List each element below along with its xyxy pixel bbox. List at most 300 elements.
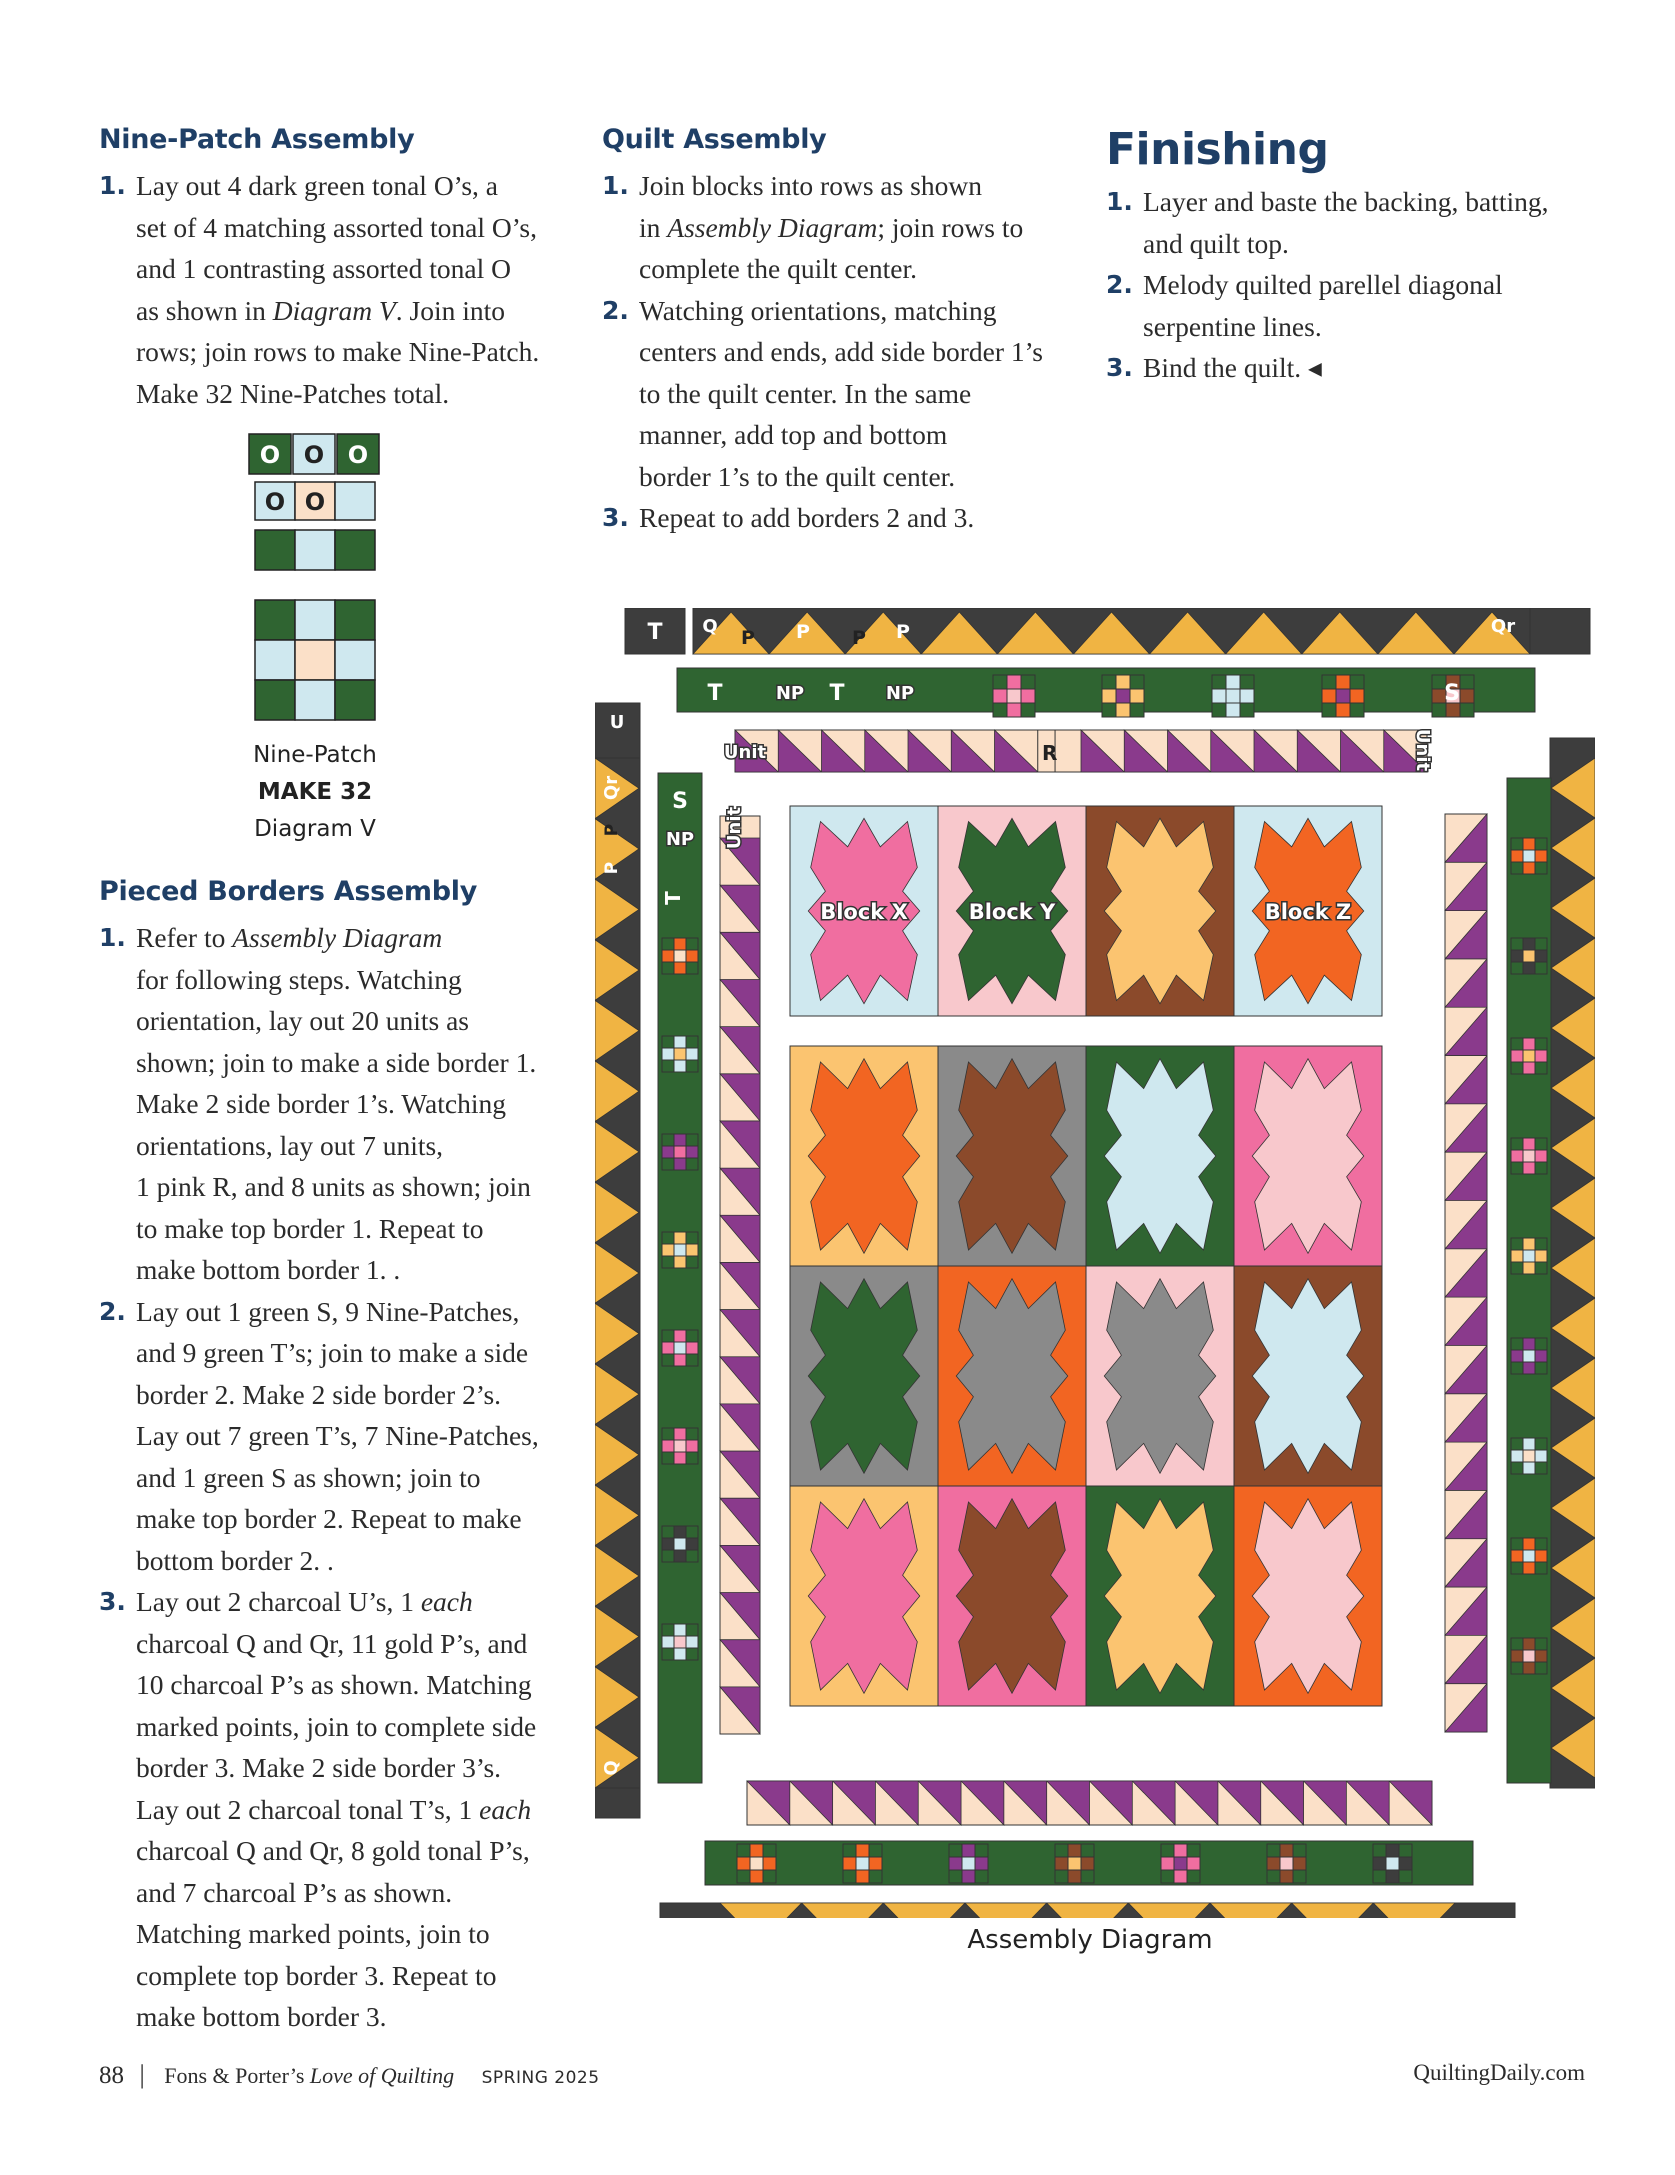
block-motif xyxy=(1104,1059,1216,1254)
step-line: and quilt top. xyxy=(1143,227,1289,259)
quilt-piece xyxy=(1535,1662,1547,1674)
quilt-piece xyxy=(1535,1262,1547,1274)
gold-triangle-p xyxy=(883,1903,965,1918)
footer-separator: | xyxy=(139,2060,145,2089)
quilt-piece xyxy=(1535,938,1547,950)
quilt-piece xyxy=(674,1158,686,1170)
quilt-piece xyxy=(686,1636,698,1648)
q-label: Q xyxy=(601,1760,622,1776)
quilt-step-1 xyxy=(602,165,1082,290)
quilt-piece xyxy=(1523,1038,1535,1050)
quilt-piece xyxy=(662,1244,674,1256)
nine-patch-steps xyxy=(99,165,579,414)
gold-triangle-p xyxy=(1292,1903,1374,1918)
quilt-piece xyxy=(1460,689,1474,703)
quilt-piece xyxy=(1511,1462,1523,1474)
quilt-piece xyxy=(1055,1870,1068,1883)
quilt-piece xyxy=(662,1538,674,1550)
quilt-piece xyxy=(1021,703,1035,717)
step-line: border 3. Make 2 side border 3’s. xyxy=(136,1752,502,1783)
p-label: P xyxy=(602,823,622,837)
quilt-piece xyxy=(843,1870,856,1883)
caption-name: Nine-Patch xyxy=(253,742,377,768)
step-line: orientation, lay out 20 units as xyxy=(136,1005,470,1036)
block_x-label: Block X xyxy=(820,900,908,924)
step-line: Refer to Assembly Diagram xyxy=(136,922,443,953)
p-label: P xyxy=(796,621,810,643)
quilt-piece xyxy=(1535,838,1547,850)
quilt-piece xyxy=(1021,689,1035,703)
quilt-piece xyxy=(674,1244,686,1256)
quilt-piece xyxy=(1535,850,1547,862)
quilt-piece xyxy=(674,962,686,974)
quilt-piece xyxy=(1535,1350,1547,1362)
quilt-piece xyxy=(1523,1262,1535,1274)
quilt-piece xyxy=(949,1844,962,1857)
np-label: NP xyxy=(885,683,915,704)
quilt-piece xyxy=(674,1146,686,1158)
quilt-piece xyxy=(1511,962,1523,974)
quilt-piece xyxy=(1322,689,1336,703)
block-motif xyxy=(1104,1499,1216,1694)
caption-diagram: Diagram V xyxy=(254,816,376,842)
quilt-piece xyxy=(1161,1857,1174,1870)
quilt-piece xyxy=(674,1134,686,1146)
quilt-piece xyxy=(1336,675,1350,689)
quilt-piece xyxy=(1511,1662,1523,1674)
quilt-piece xyxy=(737,1870,750,1883)
quilt-piece xyxy=(763,1844,776,1857)
step-line: Lay out 2 charcoal U’s, 1 each xyxy=(136,1586,473,1617)
step-line: border 2. Make 2 side border 2’s. xyxy=(136,1378,502,1410)
quilt-piece xyxy=(662,1232,674,1244)
quilt-piece xyxy=(686,1550,698,1562)
quilt-piece xyxy=(1174,1857,1187,1870)
quilt-piece xyxy=(686,950,698,962)
quilt-piece xyxy=(662,1428,674,1440)
step-line: Matching marked points, join to xyxy=(136,1918,490,1949)
p-label: P xyxy=(896,621,910,643)
p-label: P xyxy=(741,627,755,649)
p-label: P xyxy=(602,861,622,875)
quilt-piece xyxy=(686,938,698,950)
quilt-piece xyxy=(975,1870,988,1883)
quilt-piece xyxy=(1523,1438,1535,1450)
quilt-piece xyxy=(1523,1162,1535,1174)
nine-patch-step-1 xyxy=(99,165,579,414)
step-line: rows; join rows to make Nine-Patch. xyxy=(136,336,540,367)
quilt-piece xyxy=(674,1060,686,1072)
quilt-piece xyxy=(1007,703,1021,717)
t-label: T xyxy=(661,891,685,905)
gold-triangle-p xyxy=(1047,1903,1129,1918)
quilt-piece xyxy=(1523,1650,1535,1662)
quilt-piece xyxy=(1130,675,1144,689)
quilt-piece xyxy=(1511,1150,1523,1162)
quilt-piece xyxy=(662,1342,674,1354)
quilt-piece xyxy=(1322,703,1336,717)
quilt-step-2 xyxy=(602,290,1082,498)
footer xyxy=(99,2060,1599,2090)
block-motif xyxy=(1252,1059,1364,1254)
quilt-piece xyxy=(1212,675,1226,689)
quilt-piece xyxy=(662,1648,674,1660)
quilt-piece xyxy=(1460,703,1474,717)
r-label: R xyxy=(1042,741,1058,765)
quilt-piece xyxy=(674,1256,686,1268)
quilt-piece xyxy=(1399,1844,1412,1857)
quilt-piece xyxy=(856,1870,869,1883)
step-line: serpentine lines. xyxy=(1143,310,1322,342)
quilt-piece xyxy=(1523,962,1535,974)
caption-count: MAKE 32 xyxy=(257,779,373,805)
quilt-piece xyxy=(686,1036,698,1048)
step-line: orientations, lay out 7 units, xyxy=(136,1129,444,1161)
quilt-piece xyxy=(1535,1138,1547,1150)
finishing-section xyxy=(1106,124,1626,389)
quilt-piece xyxy=(1523,1450,1535,1462)
q-label: Q xyxy=(702,616,718,637)
block-motif xyxy=(956,1279,1068,1474)
quilt-piece xyxy=(1386,1857,1399,1870)
quilt-piece xyxy=(1399,1857,1412,1870)
quilt-piece xyxy=(1226,703,1240,717)
quilt-piece xyxy=(1336,689,1350,703)
quilt-piece xyxy=(869,1857,882,1870)
quilt-assembly-steps xyxy=(602,165,1082,539)
quilt-piece xyxy=(686,1440,698,1452)
step-line: make bottom border 3. xyxy=(136,2001,387,2032)
quilt-piece xyxy=(1130,689,1144,703)
quilt-piece xyxy=(949,1870,962,1883)
quilt-piece xyxy=(869,1870,882,1883)
quilt-piece xyxy=(1116,675,1130,689)
block_y-label: Block Y xyxy=(968,900,1056,924)
magazine-name: Love of Quilting xyxy=(309,2063,455,2088)
block-motif xyxy=(808,1499,920,1694)
quilt-piece xyxy=(962,1857,975,1870)
quilt-piece xyxy=(686,1428,698,1440)
quilt-piece xyxy=(1535,1438,1547,1450)
quilt-piece xyxy=(1212,689,1226,703)
step-line: Make 32 Nine-Patches total. xyxy=(136,377,450,409)
quilt-piece xyxy=(993,675,1007,689)
step-line: in Assembly Diagram; join rows to xyxy=(639,211,1024,243)
quilt-piece xyxy=(1535,1538,1547,1550)
pieced-borders-section xyxy=(99,876,579,2038)
step-line: complete top border 3. Repeat to xyxy=(136,1959,497,1991)
quilt-piece xyxy=(1511,862,1523,874)
quilt-piece xyxy=(1174,1844,1187,1857)
step-line: border 1’s to the quilt center. xyxy=(639,460,956,492)
quilt-piece xyxy=(662,1330,674,1342)
quilt-piece xyxy=(1007,689,1021,703)
quilt-piece xyxy=(662,1354,674,1366)
quilt-piece xyxy=(1226,675,1240,689)
quilt-piece xyxy=(662,950,674,962)
quilt-piece xyxy=(1511,1638,1523,1650)
quilt-piece xyxy=(1511,1438,1523,1450)
quilt-piece xyxy=(1511,1162,1523,1174)
quilt-piece xyxy=(1187,1870,1200,1883)
quilt-piece xyxy=(856,1844,869,1857)
quilt-piece xyxy=(1116,689,1130,703)
quilt-piece xyxy=(962,1844,975,1857)
quilt-piece xyxy=(1240,703,1254,717)
quilt-piece xyxy=(674,1440,686,1452)
gold-triangle-p xyxy=(720,1903,802,1918)
quilt-piece xyxy=(763,1857,776,1870)
quilt-piece xyxy=(1511,1238,1523,1250)
quilt-piece xyxy=(1511,950,1523,962)
quilt-piece xyxy=(1511,1362,1523,1374)
quilt-piece xyxy=(1535,862,1547,874)
quilt-piece xyxy=(674,1342,686,1354)
step-line: 1 pink R, and 8 units as shown; join xyxy=(136,1171,531,1202)
block-motif xyxy=(1252,1279,1364,1474)
quilt-piece xyxy=(962,1870,975,1883)
site-link[interactable]: QuiltingDaily.com xyxy=(1413,2060,1585,2085)
quilt-piece xyxy=(1535,1250,1547,1262)
quilt-piece xyxy=(1399,1870,1412,1883)
o-label: O xyxy=(303,441,325,469)
block-motif xyxy=(1252,1499,1364,1694)
quilt-piece xyxy=(1535,950,1547,962)
quilt-piece xyxy=(1511,1262,1523,1274)
block-motif xyxy=(808,1059,920,1254)
o-label: O xyxy=(264,488,286,516)
quilt-piece xyxy=(1373,1870,1386,1883)
step-line: marked points, join to complete side xyxy=(136,1710,537,1742)
step-number: 3. xyxy=(602,503,629,532)
quilt-piece xyxy=(1523,838,1535,850)
pieced-step-1 xyxy=(99,917,579,1291)
quilt-piece xyxy=(1523,1050,1535,1062)
gold-triangle-p xyxy=(1210,1903,1292,1918)
page-number: 88 xyxy=(99,2062,124,2089)
quilt-assembly-section xyxy=(602,124,1082,539)
step-line: Bind the quilt. ◂ xyxy=(1143,352,1322,383)
quilt-piece xyxy=(674,1428,686,1440)
quilt-piece xyxy=(1460,675,1474,689)
quilt-piece xyxy=(1187,1857,1200,1870)
finishing-heading: Finishing xyxy=(1106,124,1329,175)
step-line: charcoal Q and Qr, 8 gold tonal P’s, xyxy=(136,1835,530,1866)
quilt-piece xyxy=(1267,1870,1280,1883)
quilt-piece xyxy=(1322,675,1336,689)
quilt-piece xyxy=(1535,1462,1547,1474)
np-label: NP xyxy=(665,829,695,850)
quilt-piece xyxy=(686,1256,698,1268)
np-label: NP xyxy=(775,683,805,704)
step-number: 2. xyxy=(99,1296,126,1326)
quilt-piece xyxy=(686,1048,698,1060)
step-line: set of 4 matching assorted tonal O’s, xyxy=(136,211,537,243)
step-line: Lay out 4 dark green tonal O’s, a xyxy=(136,170,498,201)
quilt-piece xyxy=(1174,1870,1187,1883)
quilt-piece xyxy=(1535,1562,1547,1574)
quilt-piece xyxy=(662,1158,674,1170)
left-border-3-u xyxy=(595,1788,640,1818)
quilt-piece xyxy=(975,1857,988,1870)
step-line: Join blocks into rows as shown xyxy=(639,170,982,201)
quilt-piece xyxy=(1511,1350,1523,1362)
quilt-piece xyxy=(949,1857,962,1870)
finishing-step-3 xyxy=(1106,347,1626,389)
quilt-piece xyxy=(662,1134,674,1146)
quilt-step-3 xyxy=(602,497,1082,539)
quilt-piece xyxy=(686,1354,698,1366)
quilt-piece xyxy=(1523,950,1535,962)
quilt-piece xyxy=(1535,1650,1547,1662)
quilt-piece xyxy=(1081,1870,1094,1883)
step-line: charcoal Q and Qr, 11 gold P’s, and xyxy=(136,1627,528,1659)
nine-patch-assembly-heading: Nine-Patch Assembly xyxy=(99,124,415,155)
nine-patch-diagram xyxy=(247,432,383,722)
assembly-diagram-caption: Assembly Diagram xyxy=(967,1925,1213,1955)
quilt-piece xyxy=(1523,1538,1535,1550)
unit-label: Unit xyxy=(723,742,767,763)
step-line: 10 charcoal P’s as shown. Matching xyxy=(136,1669,532,1700)
quilt-piece xyxy=(1511,1138,1523,1150)
quilt-piece xyxy=(1511,1538,1523,1550)
t-label: T xyxy=(707,681,723,706)
quilt-piece xyxy=(1523,1562,1535,1574)
quilt-piece xyxy=(737,1844,750,1857)
quilt-piece xyxy=(1523,1462,1535,1474)
quilt-piece xyxy=(674,1036,686,1048)
step-number: 1. xyxy=(1106,187,1133,216)
block_z-label: Block Z xyxy=(1264,900,1352,924)
quilt-piece xyxy=(662,1036,674,1048)
quilt-piece xyxy=(662,938,674,950)
quilt-piece xyxy=(674,1648,686,1660)
quilt-piece xyxy=(975,1844,988,1857)
step-line: Lay out 1 green S, 9 Nine-Patches, xyxy=(136,1295,520,1327)
quilt-piece xyxy=(1212,703,1226,717)
step-line: Make 2 side border 1’s. Watching xyxy=(136,1088,506,1119)
quilt-piece xyxy=(662,1526,674,1538)
quilt-piece xyxy=(1386,1870,1399,1883)
quilt-piece xyxy=(1523,862,1535,874)
quilt-piece xyxy=(1523,1662,1535,1674)
quilt-piece xyxy=(686,1158,698,1170)
block-motif xyxy=(1104,818,1216,1003)
t-label: T xyxy=(829,681,845,706)
step-number: 1. xyxy=(602,171,629,200)
u-label: U xyxy=(609,712,625,733)
quilt-piece xyxy=(662,1636,674,1648)
finishing-step-1 xyxy=(1106,181,1626,264)
quilt-piece xyxy=(686,1060,698,1072)
step-line: Layer and baste the backing, batting, xyxy=(1143,186,1549,217)
step-line: Watching orientations, matching xyxy=(639,294,997,326)
quilt-piece xyxy=(1523,1238,1535,1250)
unit-label: Unit xyxy=(1412,728,1433,772)
pieced-borders-heading: Pieced Borders Assembly xyxy=(99,876,478,907)
quilt-piece xyxy=(1535,1362,1547,1374)
nine-patch-assembly-section xyxy=(99,124,579,414)
top-border-3-t xyxy=(1530,608,1590,654)
step-line: manner, add top and bottom xyxy=(639,419,948,450)
quilt-piece xyxy=(686,1526,698,1538)
quilt-assembly-heading: Quilt Assembly xyxy=(602,124,827,155)
quilt-piece xyxy=(1055,1857,1068,1870)
quilt-piece xyxy=(1511,1050,1523,1062)
quilt-piece xyxy=(1293,1870,1306,1883)
quilt-piece xyxy=(843,1857,856,1870)
quilt-piece xyxy=(763,1870,776,1883)
quilt-piece xyxy=(1535,1338,1547,1350)
p-label: P xyxy=(852,627,866,649)
quilt-piece xyxy=(750,1844,763,1857)
quilt-piece xyxy=(1187,1844,1200,1857)
quilt-piece xyxy=(1511,1250,1523,1262)
step-number: 3. xyxy=(99,1587,126,1616)
pieced-step-3 xyxy=(99,1581,579,2038)
quilt-piece xyxy=(1511,1562,1523,1574)
quilt-piece xyxy=(686,1244,698,1256)
o-label: O xyxy=(304,488,326,516)
qr-label: Qr xyxy=(1490,616,1516,637)
quilt-piece xyxy=(1535,1050,1547,1062)
quilt-piece xyxy=(1511,838,1523,850)
quilt-piece xyxy=(686,962,698,974)
step-line: Lay out 7 green T’s, 7 Nine-Patches, xyxy=(136,1420,539,1451)
quilt-piece xyxy=(674,938,686,950)
quilt-piece xyxy=(737,1857,750,1870)
unit-label: Unit xyxy=(724,806,745,850)
quilt-piece xyxy=(662,1440,674,1452)
quilt-piece xyxy=(1523,1338,1535,1350)
quilt-piece xyxy=(674,1048,686,1060)
quilt-piece xyxy=(1280,1870,1293,1883)
quilt-piece xyxy=(1081,1857,1094,1870)
qr-label: Qr xyxy=(601,775,622,801)
block-motif xyxy=(956,1059,1068,1254)
quilt-piece xyxy=(1350,675,1364,689)
quilt-piece xyxy=(1523,1062,1535,1074)
quilt-piece xyxy=(662,1146,674,1158)
quilt-piece xyxy=(674,1550,686,1562)
step-line: Melody quilted parellel diagonal xyxy=(1143,269,1503,300)
quilt-piece xyxy=(1240,675,1254,689)
quilt-piece xyxy=(674,1624,686,1636)
quilt-piece xyxy=(674,1232,686,1244)
quilt-piece xyxy=(686,1146,698,1158)
quilt-piece xyxy=(662,1624,674,1636)
step-line: for following steps. Watching xyxy=(136,963,462,995)
quilt-piece xyxy=(662,1048,674,1060)
quilt-piece xyxy=(674,1538,686,1550)
quilt-piece xyxy=(1523,1150,1535,1162)
quilt-piece xyxy=(1161,1870,1174,1883)
quilt-piece xyxy=(1350,703,1364,717)
quilt-piece xyxy=(1535,962,1547,974)
quilt-piece xyxy=(1535,1062,1547,1074)
diagram-v-caption xyxy=(215,737,415,848)
quilt-piece xyxy=(1511,850,1523,862)
quilt-piece xyxy=(686,1624,698,1636)
quilt-piece xyxy=(1523,1138,1535,1150)
step-line: bottom border 2. . xyxy=(136,1544,334,1576)
quilt-piece xyxy=(750,1857,763,1870)
quilt-piece xyxy=(1523,1250,1535,1262)
step-number: 1. xyxy=(99,923,126,952)
quilt-piece xyxy=(1226,689,1240,703)
o-label: O xyxy=(347,441,369,469)
quilt-piece xyxy=(1081,1844,1094,1857)
